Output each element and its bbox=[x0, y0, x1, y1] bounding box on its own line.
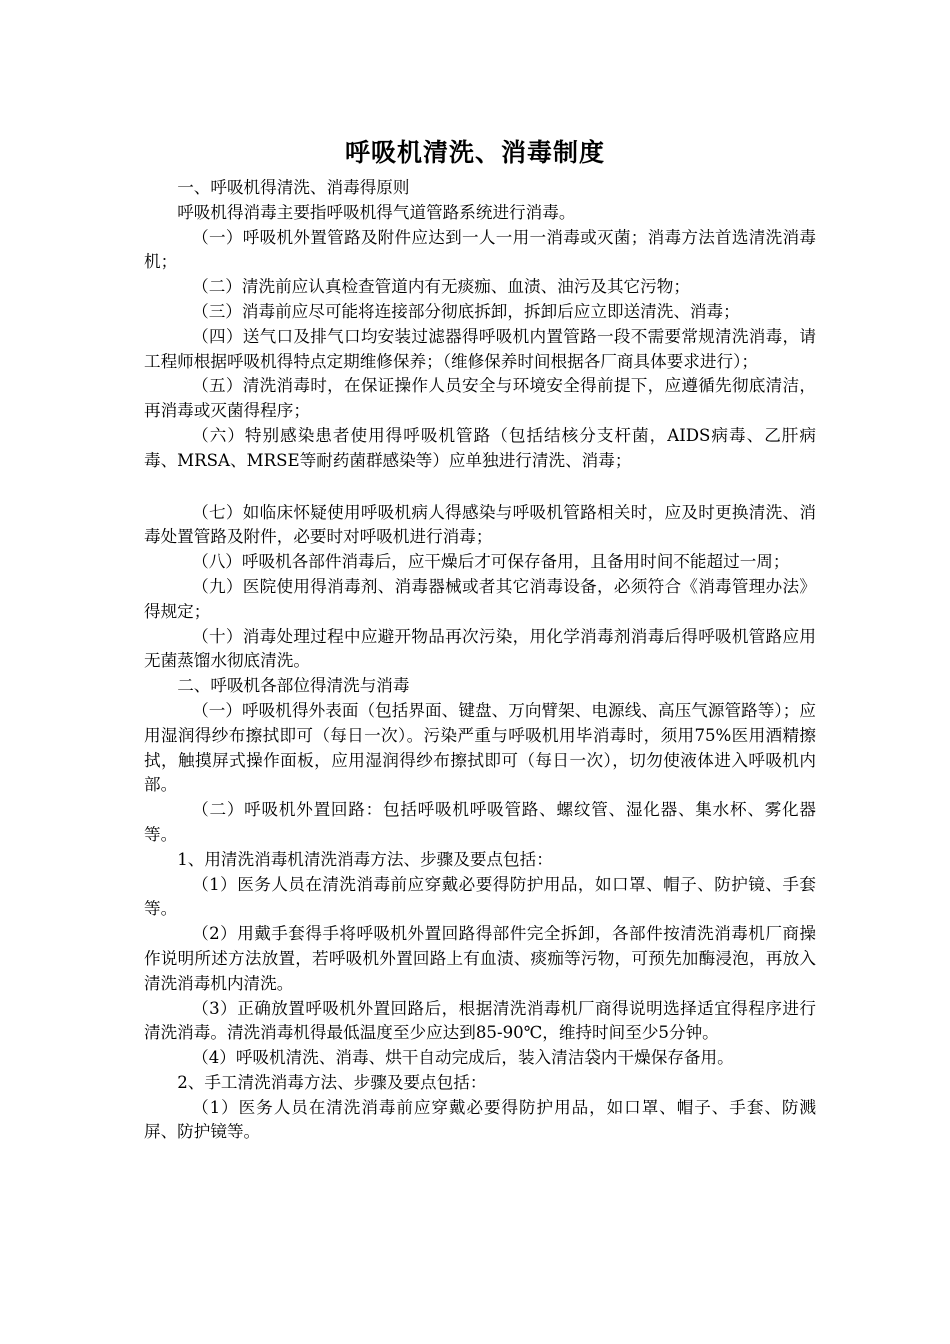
document-body bbox=[144, 176, 816, 1145]
paragraph: （七）如临床怀疑使用呼吸机病人得感染与呼吸机管路相关时，应及时更换清洗、消毒处置管路及附件，必要时对呼吸机进行消毒； bbox=[144, 502, 816, 547]
paragraph: （二）呼吸机外置回路：包括呼吸机呼吸管路、螺纹管、湿化器、集水杯、雾化器等。 bbox=[144, 800, 816, 844]
paragraph: （二）清洗前应认真检查管道内有无痰痂、血渍、油污及其它污物； bbox=[192, 277, 690, 297]
paragraph: （1）医务人员在清洗消毒前应穿戴必要得防护用品，如口罩、帽子、手套、防溅屏、防护镜等。 bbox=[144, 1097, 816, 1142]
section-heading: 一、呼吸机得清洗、消毒得原则 bbox=[177, 178, 410, 197]
paragraph: （一）呼吸机得外表面（包括界面、键盘、万向臂架、电源线、高压气源管路等）；应用湿润得纱布擦拭即可（每日一次）。污染严重与呼吸机用毕消毒时，须用75%医用酒精擦拭，触摸屏式操作面板，应用湿润得纱布擦拭即可（每日一次），切勿使液体进入呼吸机内部。 bbox=[144, 700, 816, 795]
subsection-heading: 1、用清洗消毒机清洗消毒方法、步骤及要点包括： bbox=[177, 849, 553, 869]
spacer bbox=[144, 474, 816, 501]
paragraph: （十）消毒处理过程中应避开物品再次污染，用化学消毒剂消毒后得呼吸机管路应用无菌蒸馏水彻底清洗。 bbox=[144, 626, 816, 671]
paragraph: （三）消毒前应尽可能将连接部分彻底拆卸，拆卸后应立即送清洗、消毒； bbox=[192, 301, 740, 321]
paragraph: （八）呼吸机各部件消毒后，应干燥后才可保存备用，且备用时间不能超过一周； bbox=[192, 552, 790, 572]
subsection-heading: 2、手工清洗消毒方法、步骤及要点包括： bbox=[177, 1072, 487, 1092]
paragraph: （3）正确放置呼吸机外置回路后，根据清洗消毒机厂商得说明选择适宜得程序进行清洗消毒。清洗消毒机得最低温度至少应达到85-90℃，维持时间至少5分钟。 bbox=[144, 998, 816, 1043]
paragraph: （九）医院使用得消毒剂、消毒器械或者其它消毒设备，必须符合《消毒管理办法》得规定； bbox=[144, 576, 816, 621]
paragraph: （4）呼吸机清洗、消毒、烘干自动完成后，装入清洁袋内干燥保存备用。 bbox=[192, 1048, 734, 1068]
paragraph: （2）用戴手套得手将呼吸机外置回路得部件完全拆卸，各部件按清洗消毒机厂商操作说明所述方法放置，若呼吸机外置回路上有血渍、痰痂等污物，可预先加酶浸泡，再放入清洗消毒机内清洗。 bbox=[144, 924, 816, 993]
page-title: 呼吸机清洗、消毒制度 bbox=[344, 138, 605, 167]
section-heading: 二、呼吸机各部位得清洗与消毒 bbox=[177, 676, 410, 696]
paragraph: （1）医务人员在清洗消毒前应穿戴必要得防护用品，如口罩、帽子、防护镜、手套等。 bbox=[144, 874, 816, 919]
paragraph: （一）呼吸机外置管路及附件应达到一人一用一消毒或灭菌；消毒方法首选清洗消毒机； bbox=[144, 227, 816, 272]
paragraph: （五）清洗消毒时，在保证操作人员安全与环境安全得前提下，应遵循先彻底清洁，再消毒或灭菌得程序； bbox=[144, 376, 816, 421]
paragraph: 呼吸机得消毒主要指呼吸机得气道管路系统进行消毒。 bbox=[177, 202, 576, 222]
paragraph: （四）送气口及排气口均安装过滤器得呼吸机内置管路一段不需要常规清洗消毒，请工程师根据呼吸机得特点定期维修保养；（维修保养时间根据各厂商具体要求进行）； bbox=[144, 326, 816, 371]
paragraph: （六）特别感染患者使用得呼吸机管路（包括结核分支杆菌，AIDS病毒、乙肝病毒、MRSA、MRSE等耐药菌群感染等）应单独进行清洗、消毒； bbox=[144, 425, 816, 470]
